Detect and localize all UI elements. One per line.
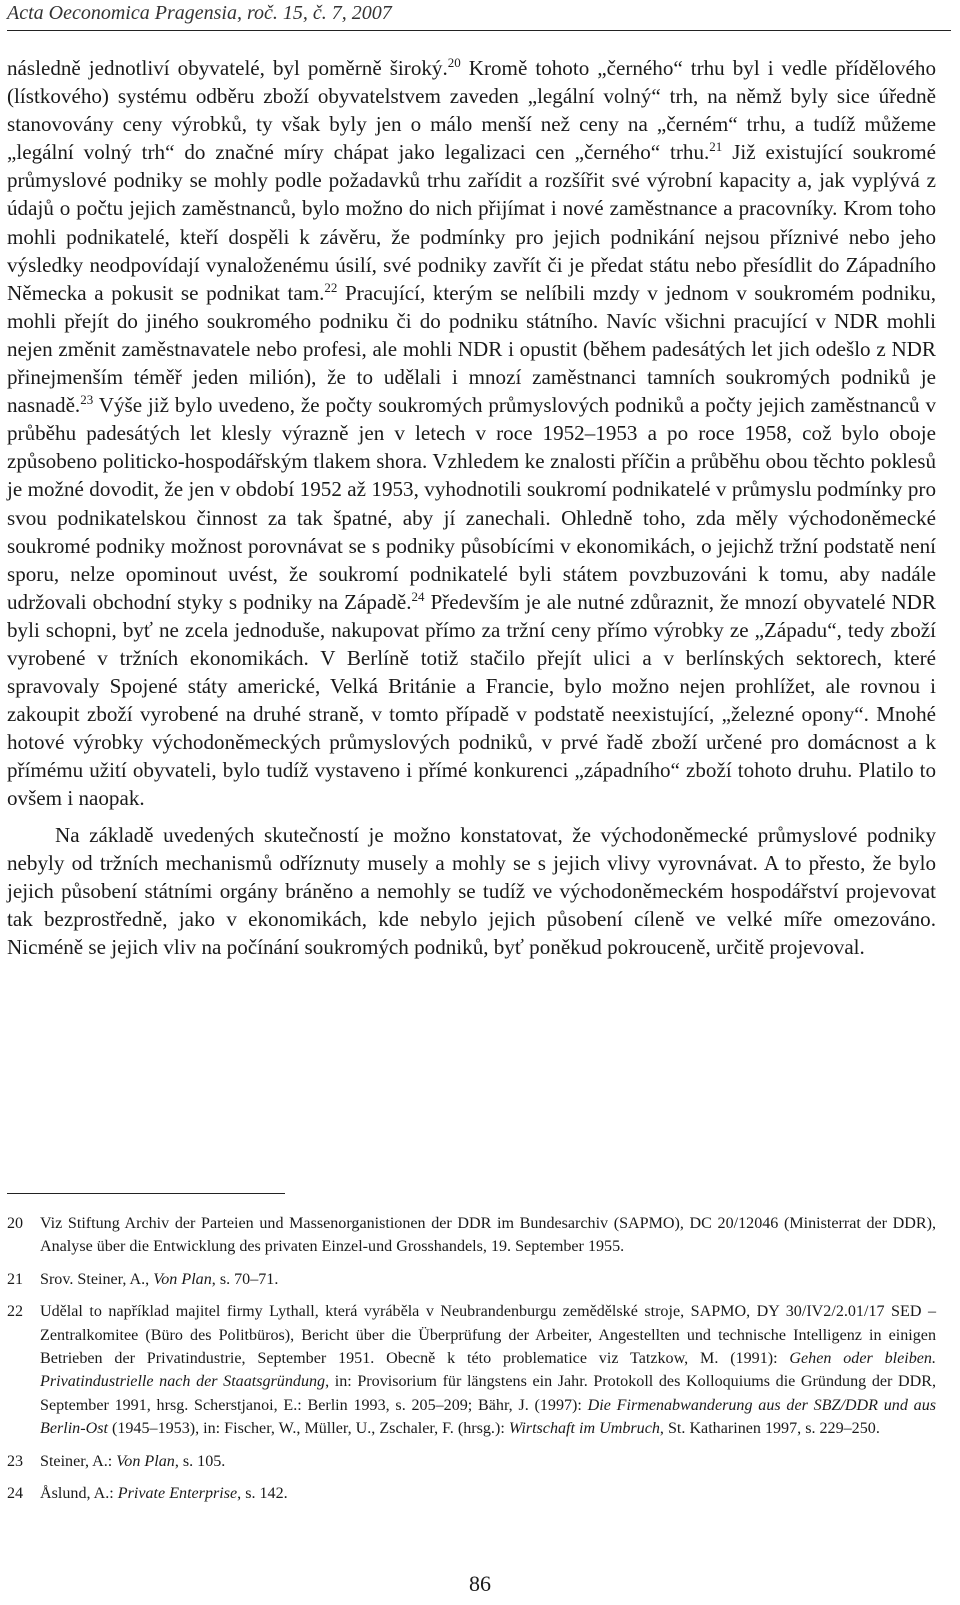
running-header [7, 0, 951, 31]
footnote-ref-24[interactable]: 24 [411, 588, 425, 604]
footnote-text: Steiner, A.: Von Plan, s. 105. [40, 1452, 226, 1470]
footnote-ref-20[interactable]: 20 [447, 55, 461, 70]
body-text [7, 54, 936, 961]
footnote-24 [7, 1482, 936, 1505]
footnote-23 [7, 1450, 936, 1473]
footnote-21 [7, 1268, 936, 1291]
footnote-text: Srov. Steiner, A., Von Plan, s. 70–71. [40, 1270, 279, 1288]
footnote-ref-23[interactable]: 23 [80, 392, 94, 408]
page-number: 86 [469, 1571, 491, 1596]
paragraph-2: Na základě uvedených skutečností je možno konstatovat, že východoněmecké průmyslové podniky nebyly od tržních mechanismů odříznuty musely a mohly se s jejich vlivy vyrovnávat. A to přesto, že bylo jejich působení státními orgány bráněno a nemohly se tudíž ve východoněmeckém hospodářství projevovat tak bezprostředně, jako v ekonomikách, kde nebylo jejich působení cíleně ve velké míře omezováno. Nicméně se jejich vliv na počínání soukromých podniků, byť poněkud pokrouceně, určitě projevoval. [7, 822, 936, 959]
footnote-number: 22 [7, 1303, 24, 1321]
footnote-number: 24 [7, 1485, 24, 1503]
footnote-20 [7, 1212, 936, 1259]
footnote-number: 20 [7, 1215, 24, 1232]
footnote-text: Åslund, A.: Private Enterprise, s. 142. [40, 1485, 288, 1503]
journal-title: Acta Oeconomica Pragensia, roč. 15, č. 7, 2007 [7, 2, 392, 24]
footnote-22 [7, 1300, 936, 1440]
footnote-number: 23 [7, 1452, 24, 1470]
paragraph-1: následně jednotliví obyvatelé, byl poměrně široký.$^{20}$ Kromě tohoto „černého“ trhu byl i vedle přídělového (lístkového) systému odběru zboží obyvatelstvem zaveden „legální volný“ trh, na němž byly sice úředně stanovovány ceny výrobků, ty však byly jen o málo menší než ceny na „černém“ trhu, a tudíž můžeme „legální volný trh“ do značné míry chápat jako legalizaci cen „černého“ trhu.$^{21}$ Již existující soukromé průmyslové podniky se mohly podle požadavků trhu zařídit a rozšířit své výrobní kapacity a, jak vyplývá z údajů o počtu jejich zaměstnanců, bylo možno do nich přijímat i nové zaměstnance a pracovníky. Krom toho mohli podnikatelé, kteří dospěli k závěru, že podmínky pro jejich podnikání nejsou příznivé nebo jeho výsledky neodpovídají vynaloženému úsilí, své podniky zavřít či je předat státu nebo přesídlit do Západního Německa a pokusit se podnikat tam.$^{22}$ Pracující, kterým se nelíbili mzdy v jednom v soukromém podniku, mohli přejít do jiného soukromého podniku či do podniku státního. Navíc všichni pracující v NDR mohli nejen změnit zaměstnavatele nebo profesi, ale mohli NDR i opustit (během padesátých let jich odešlo z NDR přinejmenším téměř jeden milión), že to udělali i mnozí zaměstnanci tamních soukromých podniků je nasnadě.$^{23}$ Výše již bylo uvedeno, že počty soukromých průmyslových podniků a počty jejich zaměstnanců v průběhu padesátých let klesly výrazně jen v letech v roce 1952–1953 a po roce 1958, což bylo oboje způsobeno politicko-hospodářským tlakem shora. Vzhledem ke znalosti příčin a průběhu obou těchto poklesů je možné dovodit, že jen v období 1952 až 1953, vyhodnotili soukromí podnikatelé v průmyslu podmínky pro svou podnikatelskou činnost za tak špatné, aby jí zanechali. Ohledně toho, zda měly východoněmecké soukromé podniky možnost porovnávat se s podniky působícími v ekonomikách, o jejichž tržní podstatě není sporu, nelze opominout uvést, že soukromí podnikatelé byli státem povzbuzováni k tomu, aby nadále udržovali obchodní styky s podniky na Západě.$^{24}$ Především je ale nutné zdůraznit, že mnozí obyvatelé NDR byli schopni, byť ne zcela jednoduše, nakupovat přímo za tržní ceny přímo výrobky ze „Západu“, tedy zboží vyrobené v tržních ekonomikách. V Berlíně totiž stačilo přejít ulici a v berlínských sektorech, které spravovaly Spojené státy americké, Velká Británie a Francie, bylo možno nejen prohlížet, ale rovnou i zakoupit zboží vyrobené na druhé straně, v tomto případě v podstatě neexistující, „železné opony“. Mnohé hotové výrobky východoněmeckých průmyslových podniků, v prvé řadě zboží určené pro domácnost a k přímému užití obyvateli, bylo tudíž vystaveno i přímé konkurenci „západního“ zboží tohoto druhu. Platilo to ovšem i naopak. [7, 55, 937, 811]
footnote-ref-22[interactable]: 22 [324, 279, 338, 295]
footnote-text: Udělal to například majitel firmy Lythall, která vyráběla v Neubrandenburgu zemědělské stroje, SAPMO, DY 30/IV2/2.01/17 SED – Zentralkomitee (Büro des Politbüros), Bericht über die Überprüfung der Arbeiter, Angestellten und technische Intelligenz in einigen Betrieben der Privatindustrie, September 1951. Obecně k této problematice viz Tatzkow, M. (1991): Gehen oder bleiben. Privatindustrielle nach der Staatsgründung, in: Provisorium für längstens ein Jahr. Protokoll des Kolloquiums die Gründung der DDR, September 1991, hrsg. Scherstjanoi, E.: Berlin 1993, s. 205–209; Bähr, J. (1997): Die Firmenabwanderung aus der SBZ/DDR und aus Berlin-Ost (1945–1953), in: Fischer, W., Müller, U., Zschaler, F. (hrsg.): Wirtschaft im Umbruch, St. Katharinen 1997, s. 229–250. [40, 1303, 937, 1438]
footnote-ref-21[interactable]: 21 [709, 139, 723, 155]
footnote-text: Viz Stiftung Archiv der Parteien und Massenorganistionen der DDR im Bundesarchiv (SAPMO), DC 20/12046 (Ministerrat der DDR), Analyse über die Entwicklung des privaten Einzel-und Grosshandels, 19. September 1955. [40, 1215, 936, 1256]
footnote-divider [7, 1193, 285, 1194]
footnotes [7, 1212, 936, 1514]
footnote-number: 21 [7, 1270, 24, 1288]
